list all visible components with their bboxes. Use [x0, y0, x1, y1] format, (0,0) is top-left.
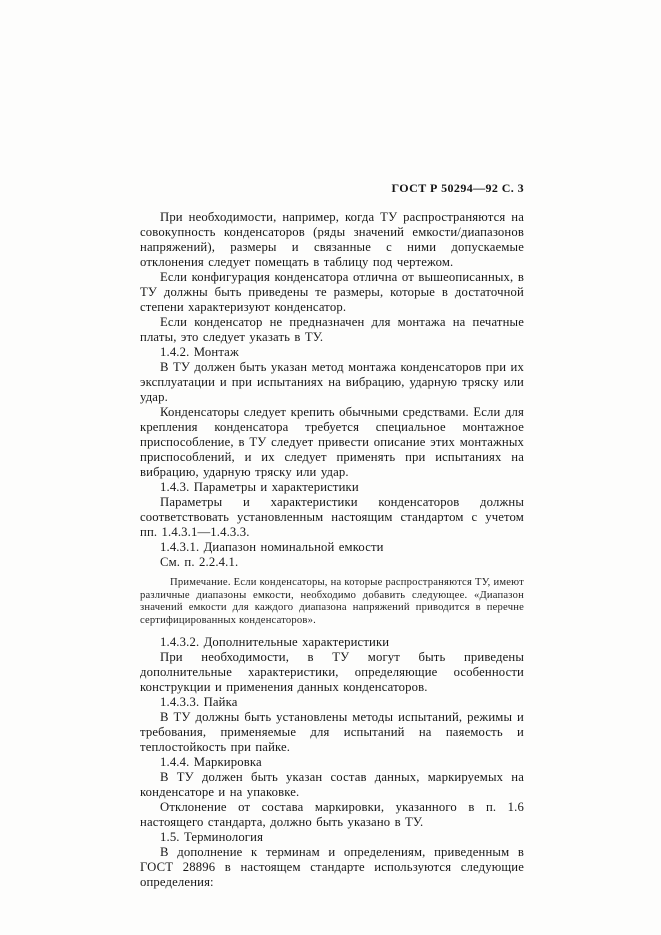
paragraph: Отклонение от состава маркировки, указанного в п. 1.6 настоящего стандарта, должно быть указано в ТУ. [140, 800, 524, 830]
section-heading: 1.5. Терминология [160, 830, 264, 845]
paragraph: См. п. 2.2.4.1. [160, 554, 239, 569]
paragraph: Конденсаторы следует крепить обычными средствами. Если для крепления конденсатора требуется специальное монтажное приспособление, в ТУ следует привести описание этих монтажных приспособлений, и их следует применять при испытаниях на вибрацию, ударную тряску или удар. [140, 404, 524, 479]
paragraph: В ТУ должен быть указан метод монтажа конденсаторов при их эксплуатации и при испытаниях на вибрацию, ударную тряску или удар. [140, 359, 524, 404]
section-heading: 1.4.4. Маркировка [160, 755, 262, 770]
paragraph: В дополнение к терминам и определениям, приведенным в ГОСТ 28896 в настоящем стандарте используются следующие определения: [140, 845, 524, 890]
page-header: ГОСТ Р 50294—92 С. 3 [391, 181, 524, 195]
paragraph: В ТУ должны быть установлены методы испытаний, режимы и требования, применяемые для испытаний на паяемость и теплостойкость при пайке. [140, 710, 524, 755]
paragraph: Параметры и характеристики конденсаторов должны соответствовать установленным настоящим стандартом с учетом пп. 1.4.3.1—1.4.3.3. [140, 494, 524, 539]
section-heading: 1.4.3.1. Диапазон номинальной емкости [160, 539, 384, 554]
paragraph: Если конфигурация конденсатора отлична от вышеописанных, в ТУ должны быть приведены те размеры, которые в достаточной степени характеризуют конденсатор. [140, 269, 524, 314]
section-heading: 1.4.3.2. Дополнительные характеристики [160, 635, 390, 650]
paragraph: При необходимости, в ТУ могут быть приведены дополнительные характеристики, определяющие особенности конструкции и применения данных конденсаторов. [140, 650, 524, 695]
note-paragraph: Примечание. Если конденсаторы, на которые распространяются ТУ, имеют различные диапазоны емкости, необходимо добавить следующее. «Диапазон значений емкости для каждого диапазона напряжений приводится в перечне сертифицированных конденсаторов». [140, 576, 524, 627]
paragraph: В ТУ должен быть указан состав данных, маркируемых на конденсаторе и на упаковке. [140, 770, 524, 800]
section-heading: 1.4.3. Параметры и характеристики [160, 479, 359, 494]
paragraph: При необходимости, например, когда ТУ распространяются на совокупность конденсаторов (ряды значений емкости/диапазонов напряжений), размеры и связанные с ними допускаемые отклонения следует помещать в таблицу под чертежом. [140, 210, 524, 269]
section-heading: 1.4.2. Монтаж [160, 344, 239, 359]
paragraph: Если конденсатор не предназначен для монтажа на печатные платы, это следует указать в ТУ. [140, 314, 524, 344]
section-heading: 1.4.3.3. Пайка [160, 695, 238, 710]
text-block [140, 181, 524, 890]
